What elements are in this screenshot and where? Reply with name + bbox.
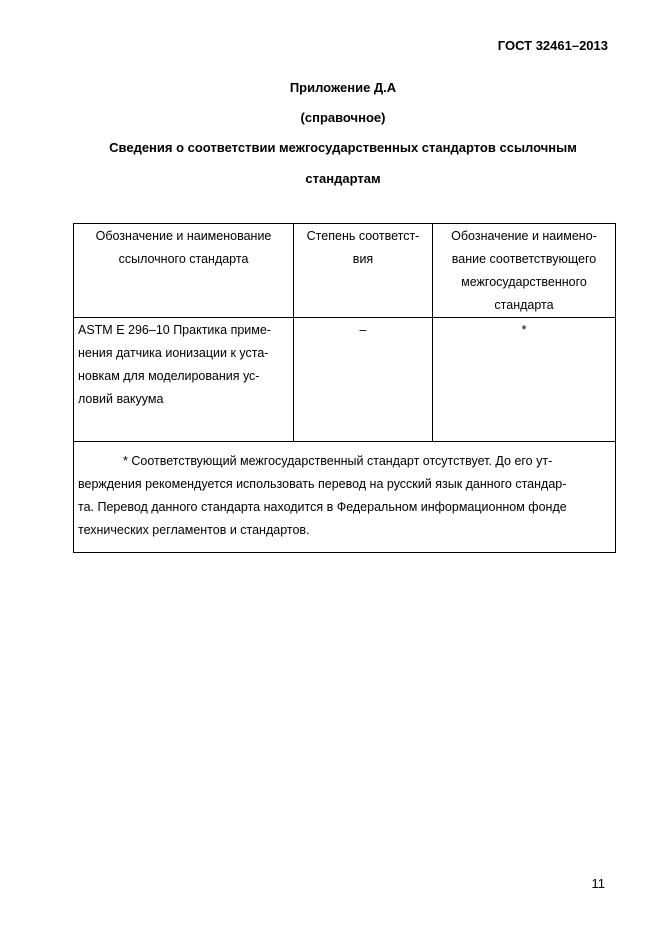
appendix-heading-line-2: стандартам bbox=[305, 171, 381, 186]
table-header-row bbox=[74, 224, 616, 318]
page-number: 11 bbox=[591, 876, 605, 891]
standards-correspondence-table bbox=[73, 223, 616, 553]
document-code: ГОСТ 32461–2013 bbox=[497, 38, 608, 53]
table-row bbox=[74, 318, 616, 442]
header-reference-standard: Обозначение и наименование ссылочного стандарта bbox=[74, 224, 294, 318]
cell-interstate-standard: * bbox=[433, 318, 616, 442]
cell-reference-standard: ASTM E 296–10 Практика приме- нения датчика ионизации к уста- новкам для моделирования ус- ловий вакуума bbox=[74, 318, 294, 442]
appendix-heading-line-1: Сведения о соответствии межгосударственных стандартов ссылочным bbox=[109, 140, 577, 155]
table-note-row bbox=[74, 442, 616, 553]
appendix-title: Приложение Д.А bbox=[289, 80, 397, 95]
appendix-type: (справочное) bbox=[300, 110, 386, 125]
table-footnote: * Соответствующий межгосударственный стандарт отсутствует. До его ут- верждения рекомендуется использовать перевод на русский язык данного стандар- та. Перевод данного стандарта находится в Федеральном информационном фонде технических регламентов и стандартов. bbox=[74, 442, 616, 553]
header-degree-of-correspondence: Степень соответст- вия bbox=[294, 224, 433, 318]
cell-degree-of-correspondence: – bbox=[294, 318, 433, 442]
header-interstate-standard: Обозначение и наимено- вание соответствующего межгосударственного стандарта bbox=[433, 224, 616, 318]
